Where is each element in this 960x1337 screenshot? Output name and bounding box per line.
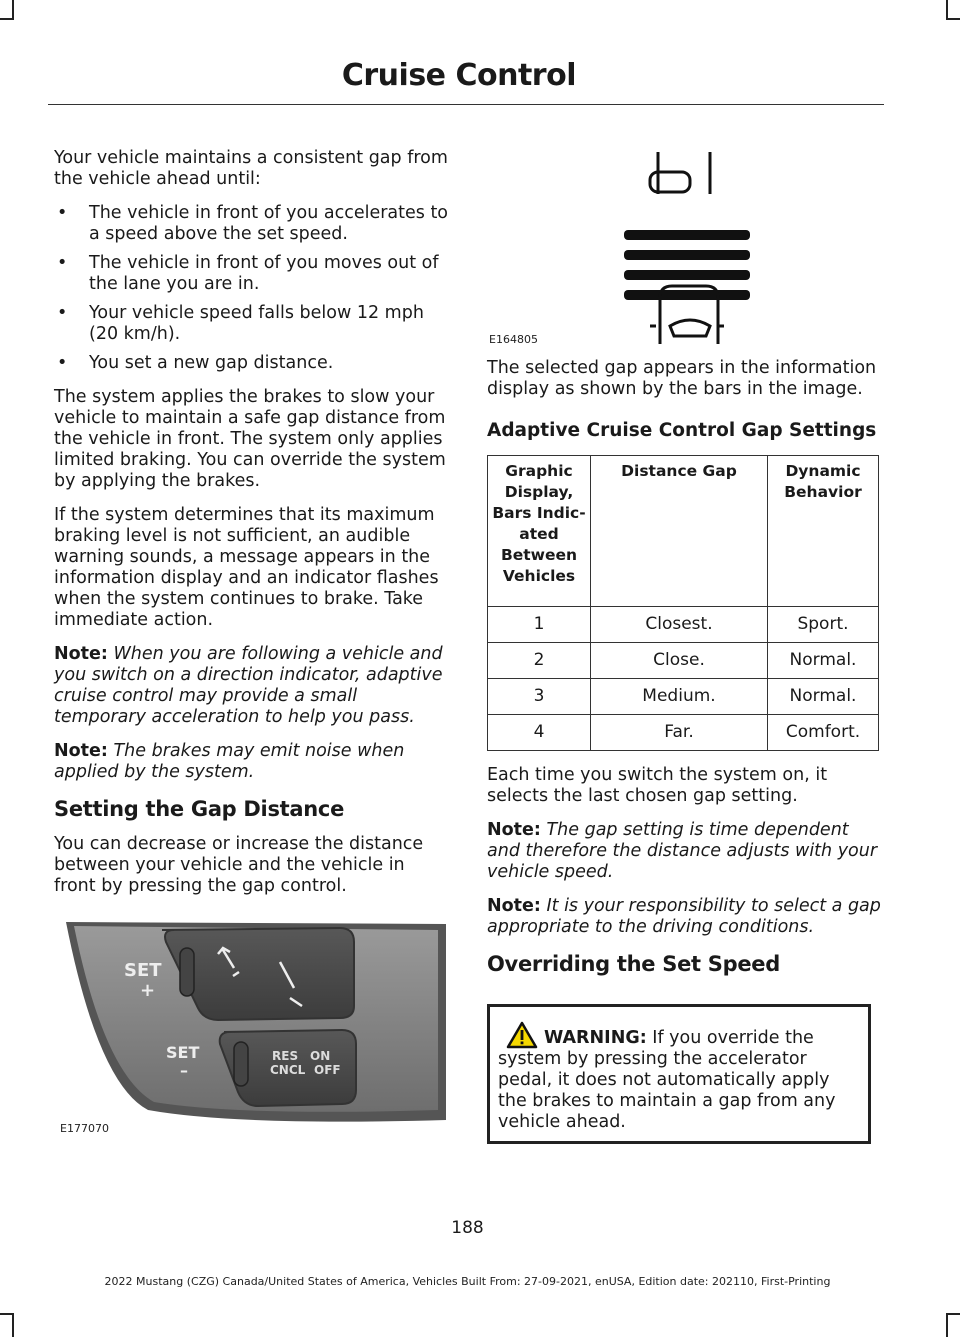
column-header: Dynamic Behavior: [768, 456, 879, 607]
left-column: [54, 148, 448, 910]
note-brake-noise: [54, 741, 448, 783]
set-plus-label: SET: [124, 960, 162, 981]
table-row: [488, 607, 879, 643]
crop-mark: [946, 1313, 960, 1315]
note-label: Note:: [54, 644, 108, 664]
table-cell: Medium.: [591, 679, 768, 715]
table-heading: Adaptive Cruise Control Gap Settings: [487, 420, 877, 441]
crop-mark: [12, 1315, 14, 1337]
selected-gap-paragraph: The selected gap appears in the information display as shown by the bars in the image.: [487, 358, 877, 399]
table-cell: 4: [488, 715, 591, 751]
crop-mark: [946, 1315, 948, 1337]
warning-text: If you override the system by pressing the accelerator pedal, it does not automatically apply the brakes to maintain a gap from any vehicle ahead.: [498, 1028, 836, 1132]
right-column: [487, 358, 881, 989]
table-cell: Closest.: [591, 607, 768, 643]
gap-bars-illustration: [618, 150, 758, 346]
section-heading-overriding: Overriding the Set Speed: [487, 952, 780, 976]
table-cell: Close.: [591, 643, 768, 679]
plus-label: +: [140, 980, 156, 1001]
footer-text: 2022 Mustang (CZG) Canada/United States of America, Vehicles Built From: 27-09-2021, enUSA, Edition date: 202110, First-Printing: [104, 1275, 831, 1288]
table-row: [488, 715, 879, 751]
gap-control-paragraph: You can decrease or increase the distance between your vehicle and the vehicle in front by pressing the gap control.: [54, 834, 424, 896]
res-label: RES: [272, 1049, 299, 1063]
note-text: It is your responsibility to select a gap appropriate to the driving conditions.: [487, 896, 881, 937]
warning-triangle-icon: [506, 1021, 538, 1049]
column-header: Graphic Display, Bars Indic-ated Between Vehicles: [488, 456, 591, 607]
note-time-dependent: [487, 820, 881, 883]
list-item: • Your vehicle speed falls below 12 mph (20 km/h).: [54, 303, 448, 345]
table-row: [488, 679, 879, 715]
intro-paragraph: Your vehicle maintains a consistent gap from the vehicle ahead until:: [54, 148, 448, 189]
off-label: OFF: [314, 1063, 341, 1077]
note-direction-indicator: [54, 644, 448, 728]
note-label: Note:: [487, 896, 541, 916]
gap-settings-table: [487, 455, 879, 751]
note-responsibility: [487, 896, 881, 938]
on-label: ON: [310, 1049, 331, 1063]
warning-box: [487, 1004, 871, 1144]
warning-paragraph: If the system determines that its maximum braking level is not sufficient, an audible warning sounds, a message appears in the information display and an indicator flashes when the system continues to brake. Take immediate action.: [54, 505, 439, 630]
conditions-list: [54, 203, 448, 374]
table-cell: 3: [488, 679, 591, 715]
crop-mark: [0, 18, 14, 20]
table-row: [488, 643, 879, 679]
section-heading-gap-distance: Setting the Gap Distance: [54, 797, 345, 821]
warning-label: WARNING:: [544, 1028, 647, 1048]
note-text: When you are following a vehicle and you switch on a direction indicator, adaptive cruise control may provide a small temporary acceleration to help you pass.: [54, 644, 443, 727]
set-minus-label: SET: [166, 1043, 200, 1062]
column-header: Distance Gap: [591, 456, 768, 607]
image-code-left: E177070: [60, 1122, 109, 1135]
list-item: • You set a new gap distance.: [54, 353, 448, 374]
steering-wheel-controls-illustration: [58, 914, 448, 1132]
minus-label: –: [180, 1061, 188, 1080]
table-cell: 1: [488, 607, 591, 643]
note-text: The gap setting is time dependent and therefore the distance adjusts with your vehicle speed.: [487, 820, 878, 882]
note-label: Note:: [54, 741, 108, 761]
crop-mark: [12, 0, 14, 18]
image-code-right: E164805: [489, 333, 538, 346]
note-text: The brakes may emit noise when applied by the system.: [54, 741, 405, 782]
cncl-label: CNCL: [270, 1063, 306, 1077]
table-cell: 2: [488, 643, 591, 679]
each-time-paragraph: Each time you switch the system on, it selects the last chosen gap setting.: [487, 765, 828, 806]
crop-mark: [946, 18, 960, 20]
crop-mark: [0, 1313, 14, 1315]
page-title: Cruise Control: [341, 58, 576, 93]
table-header-row: [488, 456, 879, 607]
brakes-paragraph: The system applies the brakes to slow your vehicle to maintain a safe gap distance from the vehicle in front. The system only applies limited braking. You can override the system by applying the brakes.: [54, 387, 446, 491]
table-cell: Normal.: [768, 679, 879, 715]
table-cell: Far.: [591, 715, 768, 751]
table-cell: Normal.: [768, 643, 879, 679]
list-item: • The vehicle in front of you accelerates to a speed above the set speed.: [54, 203, 448, 245]
table-cell: Sport.: [768, 607, 879, 643]
table-cell: Comfort.: [768, 715, 879, 751]
crop-mark: [946, 0, 948, 18]
page-number: 188: [451, 1218, 484, 1238]
list-item: • The vehicle in front of you moves out of the lane you are in.: [54, 253, 448, 295]
title-divider: [48, 104, 884, 105]
note-label: Note:: [487, 820, 541, 840]
